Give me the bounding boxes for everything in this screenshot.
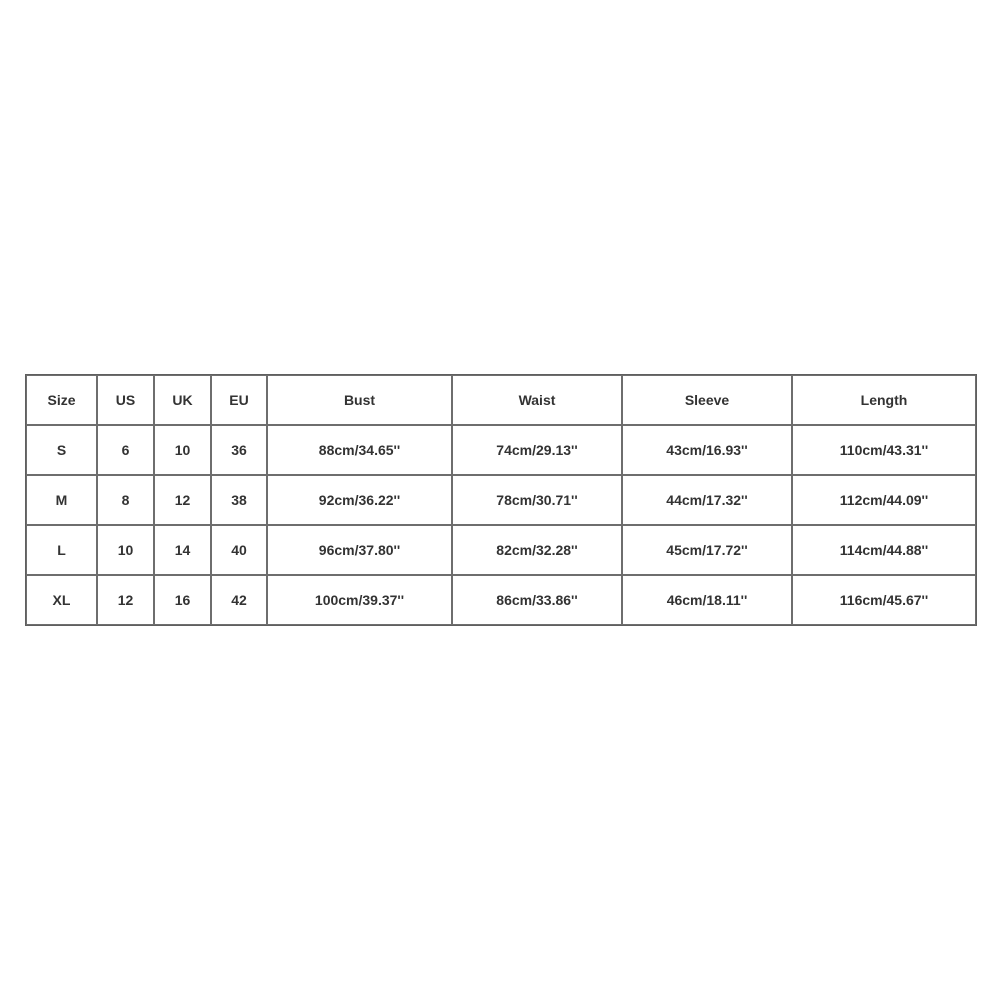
table-cell: 12 (154, 475, 211, 525)
table-cell: 43cm/16.93'' (622, 425, 792, 475)
table-cell: 112cm/44.09'' (792, 475, 976, 525)
table-cell: 40 (211, 525, 267, 575)
table-cell: 16 (154, 575, 211, 625)
table-cell: L (26, 525, 97, 575)
table-cell: 46cm/18.11'' (622, 575, 792, 625)
table-row (26, 475, 976, 525)
header-cell-eu: EU (211, 375, 267, 425)
table-cell: 100cm/39.37'' (267, 575, 452, 625)
header-cell-uk: UK (154, 375, 211, 425)
size-chart-table (25, 374, 977, 626)
table-cell: 6 (97, 425, 154, 475)
table-cell: 116cm/45.67'' (792, 575, 976, 625)
table-row (26, 425, 976, 475)
table-cell: XL (26, 575, 97, 625)
header-cell-size: Size (26, 375, 97, 425)
table-cell: 88cm/34.65'' (267, 425, 452, 475)
table-cell: 86cm/33.86'' (452, 575, 622, 625)
header-cell-us: US (97, 375, 154, 425)
table-cell: 92cm/36.22'' (267, 475, 452, 525)
table-cell: 42 (211, 575, 267, 625)
header-cell-waist: Waist (452, 375, 622, 425)
table-cell: 114cm/44.88'' (792, 525, 976, 575)
table-row (26, 525, 976, 575)
header-cell-sleeve: Sleeve (622, 375, 792, 425)
table-cell: 110cm/43.31'' (792, 425, 976, 475)
table-cell: 38 (211, 475, 267, 525)
table-cell: 12 (97, 575, 154, 625)
table-cell: 78cm/30.71'' (452, 475, 622, 525)
table-header-row (26, 375, 976, 425)
table-cell: M (26, 475, 97, 525)
table-cell: 8 (97, 475, 154, 525)
table-cell: 10 (97, 525, 154, 575)
table-cell: 36 (211, 425, 267, 475)
table-cell: 45cm/17.72'' (622, 525, 792, 575)
table-cell: 82cm/32.28'' (452, 525, 622, 575)
table-row (26, 575, 976, 625)
table-cell: 74cm/29.13'' (452, 425, 622, 475)
table-cell: 96cm/37.80'' (267, 525, 452, 575)
header-cell-length: Length (792, 375, 976, 425)
header-cell-bust: Bust (267, 375, 452, 425)
table-cell: 44cm/17.32'' (622, 475, 792, 525)
table-cell: S (26, 425, 97, 475)
table-cell: 14 (154, 525, 211, 575)
table-cell: 10 (154, 425, 211, 475)
